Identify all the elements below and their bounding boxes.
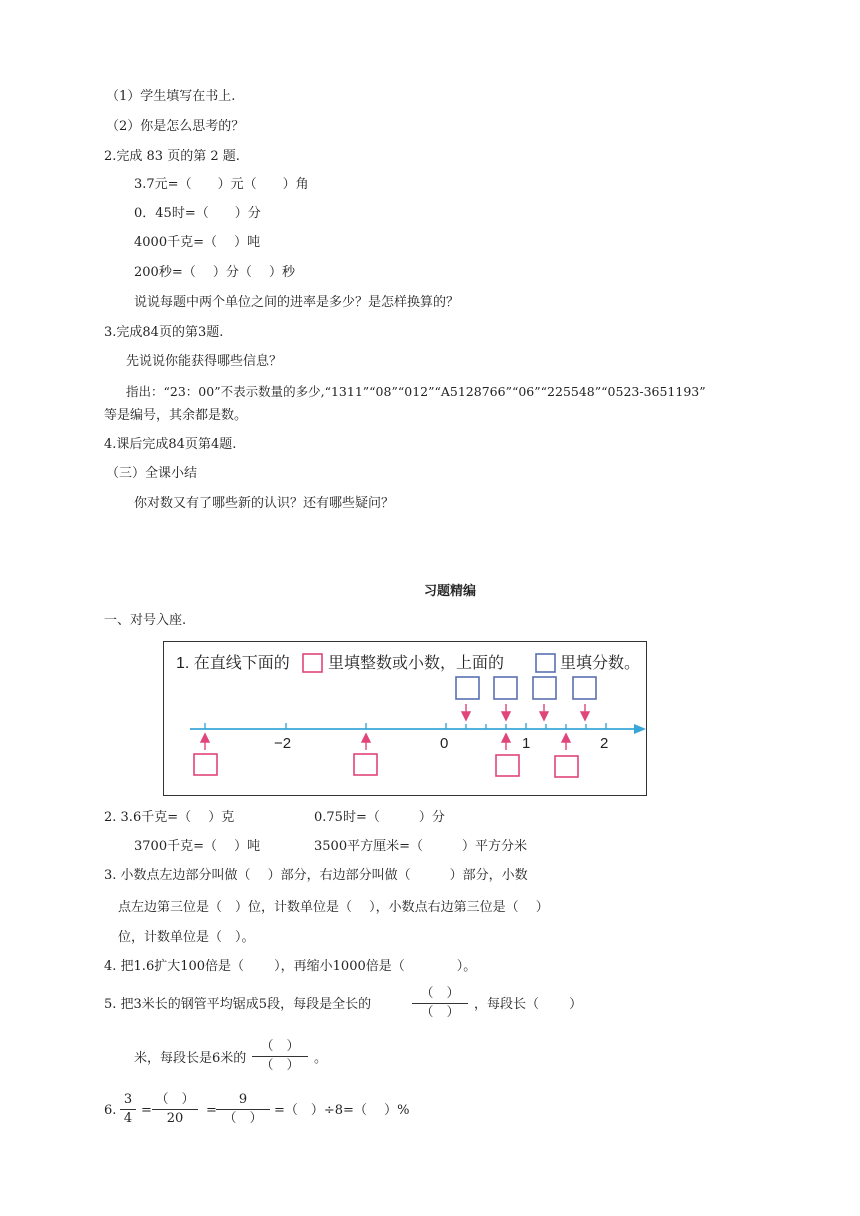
line-6: 4000千克=（ ）吨 [134,235,261,250]
bottom-answer-box-2 [354,754,377,775]
q6-denominator-4: 4 [123,1111,133,1126]
tick-label-0: 0 [440,735,449,752]
q5-frac1-numerator: （ ） [420,986,460,1001]
line-11: 指出：“23：00”不表示数量的多少,“1311”“08”“012”“A5128766”“06”“225548”“0523-3651193” [126,384,706,399]
line-12: 等是编号，其余都是数。 [104,408,248,423]
line-15: 你对数又有了哪些新的认识？还有哪些疑问？ [134,496,395,511]
tick-label-neg2: −2 [274,735,292,752]
q5-line-2: 米，每段长是6米的 [134,1051,247,1066]
line-14: （三）全课小结 [106,466,198,481]
tick-label-1: 1 [522,735,531,752]
line-9: 3.完成84页的第3题. [104,325,224,340]
figure-instruction-mid: 里填整数或小数，上面的 [328,655,505,672]
q2-part-b: 0.75时=（ ）分 [314,810,445,825]
q3-line-3: 位，计数单位是（ ）。 [118,930,255,945]
q6-denominator-20: 20 [166,1111,184,1126]
q6-equals-1: = [141,1103,152,1118]
axis-ticks [205,723,606,729]
bottom-answer-box-3 [496,755,519,776]
section-1-heading: 一、对号入座. [104,613,187,628]
fraction-bar [216,1109,270,1110]
q4-line: 4. 把1.6扩大100倍是（ ），再缩小1000倍是（ ）。 [104,959,477,974]
q6-number: 6. [104,1103,117,1118]
top-answer-box-3 [533,677,556,699]
figure-instruction-post: 里填分数。 [560,655,641,672]
q6-rest: =（ ）÷8=（ ）% [274,1103,410,1118]
line-2: （2）你是怎么思考的？ [106,119,245,134]
blue-box-legend-icon [536,654,555,672]
line-3: 2.完成 83 页的第 2 题. [104,149,240,164]
q3-line-1: 3. 小数点左边部分叫做（ ）部分，右边部分叫做（ ）部分，小数 [104,868,528,883]
q5-frac2-numerator: （ ） [260,1039,300,1054]
pink-box-legend-icon [303,654,322,672]
q6-fraction-9-x [216,1092,270,1127]
line-7: 200秒=（ ）分（ ）秒 [134,265,295,280]
q2-part-c: 3700千克=（ ）吨 [134,839,261,854]
line-1: （1）学生填写在书上. [106,89,236,104]
q2-part-a: 2. 3.6千克=（ ）克 [104,810,235,825]
fraction-bar [120,1109,136,1110]
number-line-svg [164,642,648,797]
fraction-bar [252,1056,308,1057]
line-8: 说说每题中两个单位之间的进率是多少？是怎样换算的？ [134,295,460,310]
q5-frac1-denominator: （ ） [420,1005,460,1020]
q6-numerator-9: 9 [238,1092,248,1107]
q5-line-1-tail: ，每段长（ ） [474,997,583,1012]
up-arrow-icon [201,734,570,750]
q6-numerator-blank: （ ） [155,1092,195,1107]
line-5: 0．45时=（ ）分 [134,206,261,221]
number-line-figure [163,641,647,796]
q6-equals-2: = [206,1103,217,1118]
bottom-answer-box-4 [555,756,578,777]
q5-frac2-denominator: （ ） [260,1058,300,1073]
q6-numerator-3: 3 [123,1092,133,1107]
q5-fraction-1 [412,986,468,1021]
figure-instruction-pre: 1. 在直线下面的 [176,655,290,672]
exercise-title: 习题精编 [424,584,477,599]
q6-fraction-x-20 [152,1092,198,1127]
line-10: 先说说你能获得哪些信息？ [126,354,283,369]
top-answer-box-1 [456,677,479,699]
q5-fraction-2 [252,1039,308,1074]
q6-denominator-blank: （ ） [223,1111,263,1126]
axis-arrow-icon [634,724,646,734]
q3-line-2: 点左边第三位是（ ）位，计数单位是（ ），小数点右边第三位是（ ） [118,900,549,915]
q5-line-2-tail: 。 [314,1051,328,1066]
top-answer-box-2 [494,677,517,699]
top-answer-box-4 [573,677,596,699]
q6-fraction-3-4 [120,1092,136,1127]
line-13: 4.课后完成84页第4题. [104,437,237,452]
down-arrow-icon [462,704,589,720]
bottom-answer-box-1 [194,754,217,775]
q2-part-d: 3500平方厘米=（ ）平方分米 [314,839,527,854]
q5-line-1: 5. 把3米长的钢管平均锯成5段，每段是全长的 [104,997,372,1012]
fraction-bar [412,1003,468,1004]
tick-label-2: 2 [600,735,609,752]
fraction-bar [152,1109,198,1110]
line-4: 3.7元=（ ）元（ ）角 [134,177,309,192]
